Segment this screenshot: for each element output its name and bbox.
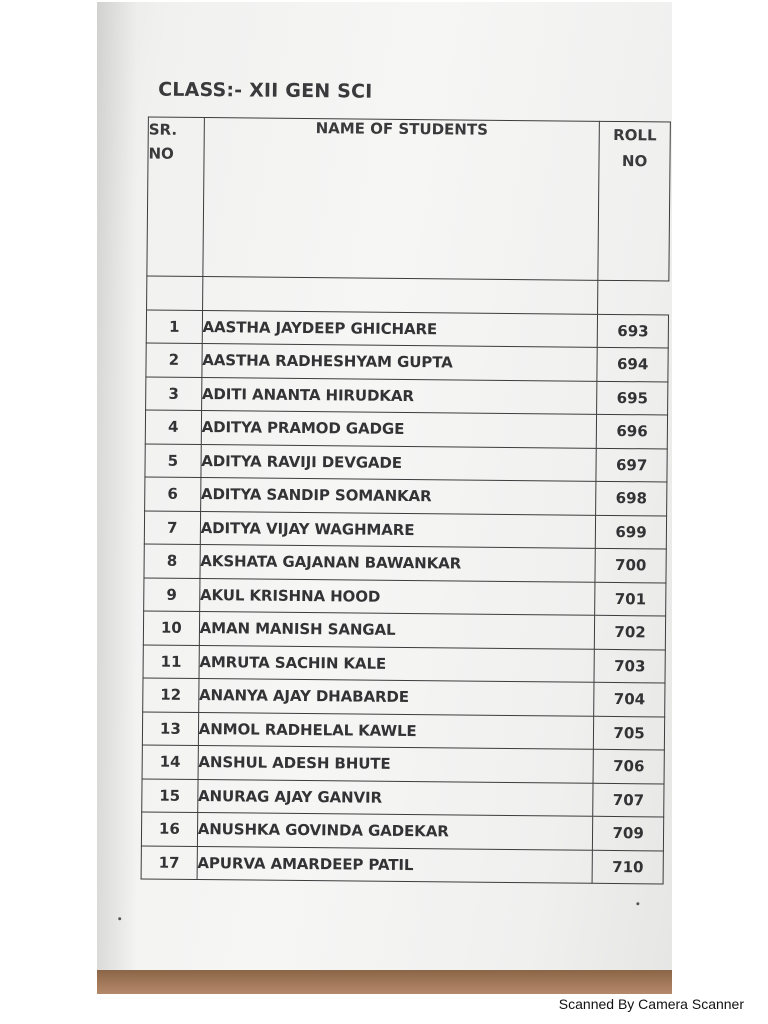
header-roll-no xyxy=(598,121,670,281)
student-name-cell: AASTHA JAYDEEP GHICHARE xyxy=(202,310,598,347)
sr-cell: 9 xyxy=(144,577,200,611)
header-sr-no-line-1: SR. xyxy=(148,120,178,139)
table-row xyxy=(141,812,663,851)
sr-cell: 15 xyxy=(142,778,198,812)
table-header-row xyxy=(147,117,671,281)
sr-cell: 11 xyxy=(143,644,199,678)
roll-no-cell: 693 xyxy=(597,314,668,348)
roll-no-cell: 702 xyxy=(595,615,666,649)
sr-cell: 4 xyxy=(145,410,201,444)
header-sr-no-line-2: NO xyxy=(148,144,174,163)
table-row xyxy=(145,477,667,516)
student-name-cell: ANANYA AJAY DHABARDE xyxy=(198,679,594,716)
stray-dot xyxy=(118,917,121,920)
table-row xyxy=(144,577,666,616)
roll-no-cell: 705 xyxy=(594,716,665,750)
table-row xyxy=(146,343,668,382)
sr-cell: 13 xyxy=(142,711,198,745)
student-name-cell: AASTHA RADHESHYAM GUPTA xyxy=(202,344,598,381)
sr-cell: 5 xyxy=(145,443,201,477)
table-row xyxy=(143,678,665,717)
roll-no-cell: 694 xyxy=(597,347,668,381)
student-name-cell: ANURAG AJAY GANVIR xyxy=(197,779,593,816)
roll-no-cell: 704 xyxy=(594,682,665,716)
header-roll-no-line-2: NO xyxy=(621,152,648,171)
student-name-cell: AKSHATA GAJANAN BAWANKAR xyxy=(200,545,596,582)
table-row xyxy=(144,544,666,583)
student-roster-table xyxy=(141,116,671,884)
table-row xyxy=(143,644,665,683)
scanned-page xyxy=(97,2,672,994)
sr-cell: 17 xyxy=(141,845,197,879)
sr-cell: 8 xyxy=(144,544,200,578)
table-row xyxy=(142,711,664,750)
table-row xyxy=(143,611,665,650)
roll-no-cell: 707 xyxy=(593,783,664,817)
student-name-cell: ADITI ANANTA HIRUDKAR xyxy=(201,377,597,414)
document-content xyxy=(97,2,672,975)
roll-no-cell: 710 xyxy=(592,850,663,884)
table-row xyxy=(144,510,666,549)
student-name-cell: APURVA AMARDEEP PATIL xyxy=(197,846,593,883)
student-name-cell: AKUL KRISHNA HOOD xyxy=(199,578,595,615)
stray-dot xyxy=(636,902,639,905)
sr-cell: 12 xyxy=(143,678,199,712)
scanner-watermark: Scanned By Camera Scanner xyxy=(558,996,744,1012)
student-name-cell: ADITYA PRAMOD GADGE xyxy=(201,411,597,448)
sr-cell: 2 xyxy=(146,343,202,377)
sr-cell: 1 xyxy=(146,309,202,343)
table-row xyxy=(146,309,668,348)
sr-cell: 16 xyxy=(141,812,197,846)
sr-cell: 6 xyxy=(145,477,201,511)
student-name-cell: ADITYA RAVIJI DEVGADE xyxy=(201,444,597,481)
roll-no-cell: 709 xyxy=(593,816,664,850)
student-name-cell: AMRUTA SACHIN KALE xyxy=(199,645,595,682)
roll-no-cell: 706 xyxy=(593,749,664,783)
table-row xyxy=(141,845,663,884)
class-title: CLASS:- XII GEN SCI xyxy=(158,78,373,103)
table-row xyxy=(142,745,664,784)
roll-no-cell: 696 xyxy=(597,414,668,448)
roll-no-cell: 699 xyxy=(596,515,667,549)
sr-cell: 14 xyxy=(142,745,198,779)
student-name-cell: ANSHUL ADESH BHUTE xyxy=(198,746,594,783)
gap-cell xyxy=(147,276,203,310)
roll-no-cell: 700 xyxy=(595,548,666,582)
student-name-cell: AMAN MANISH SANGAL xyxy=(199,612,595,649)
roll-no-cell: 703 xyxy=(594,649,665,683)
header-gap-row xyxy=(147,276,669,315)
gap-cell xyxy=(598,280,669,314)
header-roll-no-line-1: ROLL xyxy=(613,125,657,145)
student-name-cell: ANMOL RADHELAL KAWLE xyxy=(198,712,594,749)
table-row xyxy=(142,778,664,817)
sr-cell: 10 xyxy=(143,611,199,645)
roll-no-cell: 697 xyxy=(596,448,667,482)
roster-body xyxy=(141,276,669,884)
roll-no-cell: 695 xyxy=(597,381,668,415)
table-row xyxy=(146,376,668,415)
student-name-cell: ANUSHKA GOVINDA GADEKAR xyxy=(197,813,593,850)
sr-cell: 3 xyxy=(146,376,202,410)
student-name-cell: ADITYA VIJAY WAGHMARE xyxy=(200,511,596,548)
table-row xyxy=(145,443,667,482)
roll-no-cell: 701 xyxy=(595,582,666,616)
roll-no-cell: 698 xyxy=(596,481,667,515)
header-sr-no xyxy=(147,117,204,277)
table-row xyxy=(145,410,667,449)
gap-cell xyxy=(202,277,598,314)
student-name-cell: ADITYA SANDIP SOMANKAR xyxy=(200,478,596,515)
header-student-name: NAME OF STUDENTS xyxy=(203,118,600,281)
sr-cell: 7 xyxy=(144,510,200,544)
